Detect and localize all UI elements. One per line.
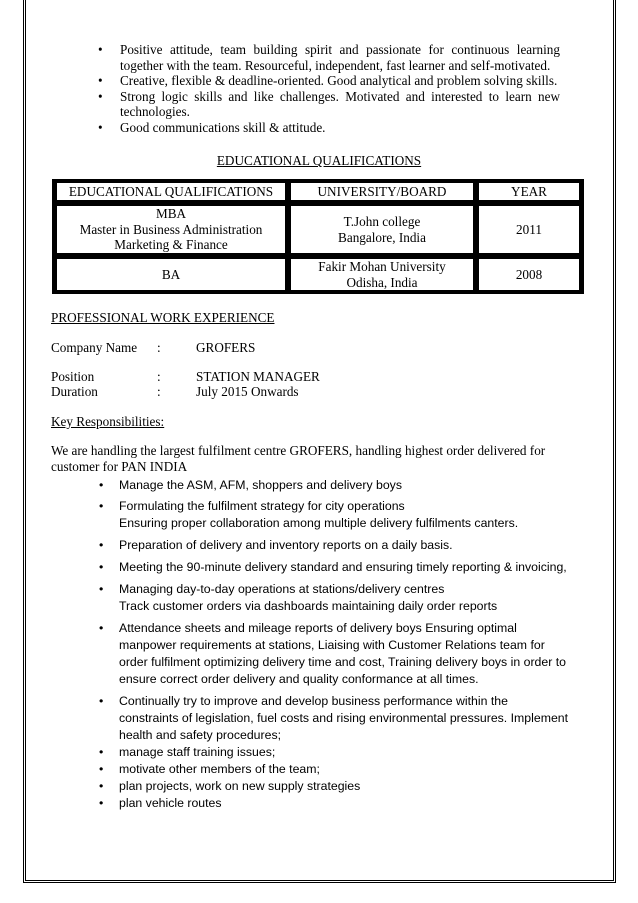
table-cell-university: T.John college Bangalore, India bbox=[290, 205, 474, 254]
field-label: Position bbox=[51, 369, 95, 384]
list-item: • Meeting the 90-minute delivery standard and ensuring timely reporting & invoicing, bbox=[99, 560, 567, 574]
experience-heading: PROFESSIONAL WORK EXPERIENCE bbox=[51, 310, 275, 325]
list-item: • Good communications skill & attitude. bbox=[98, 119, 326, 135]
list-item: • plan projects, work on new supply strategies bbox=[99, 779, 361, 793]
experience-intro: We are handling the largest fulfilment centre GROFERS, handling highest order delivered for customer for PAN INDIA bbox=[51, 443, 546, 474]
list-item: • Positive attitude, team building spirit and passionate for continuous learning together with the team. Resourceful, independent, fast learner and self-motivated. bbox=[98, 42, 560, 73]
list-item: • Manage the ASM, AFM, shoppers and delivery boys bbox=[99, 478, 402, 492]
table-cell-year: 2008 bbox=[478, 258, 580, 291]
education-table bbox=[52, 179, 584, 294]
list-item: • Managing day-to-day operations at stations/delivery centres Track customer orders via dashboards maintaining daily order reports bbox=[99, 582, 498, 613]
table-cell-qualification: MBA Master in Business Administration Marketing & Finance bbox=[56, 205, 286, 254]
table-cell-university: Fakir Mohan University Odisha, India bbox=[290, 258, 474, 291]
list-item: • Attendance sheets and mileage reports of delivery boys Ensuring optimal manpower requirements at stations, Liaising with Customer Relations team for order fulfilment optimizing delivery time and cost, Training delivery boys in order to ensure correct order delivery and quality conformance at all times. bbox=[99, 621, 566, 686]
table-header-qualification: EDUCATIONAL QUALIFICATIONS bbox=[56, 182, 286, 201]
table-cell-year: 2011 bbox=[478, 205, 580, 254]
list-item: • Preparation of delivery and inventory reports on a daily basis. bbox=[99, 538, 453, 552]
field-label: Duration bbox=[51, 384, 98, 399]
list-item: • plan vehicle routes bbox=[99, 796, 222, 810]
list-item: • Creative, flexible & deadline-oriented. Good analytical and problem solving skills. bbox=[98, 73, 558, 89]
list-item: • motivate other members of the team; bbox=[99, 762, 320, 776]
responsibilities-heading: Key Responsibilities: bbox=[51, 414, 165, 429]
strengths-list bbox=[98, 42, 560, 136]
field-separator: : bbox=[157, 369, 161, 384]
field-separator: : bbox=[157, 384, 161, 399]
responsibilities-list bbox=[99, 477, 569, 812]
field-value: July 2015 Onwards bbox=[196, 384, 299, 399]
field-label: Company Name bbox=[51, 340, 138, 355]
list-item: • Continually try to improve and develop business performance within the constraints of legislation, fuel costs and rising environmental pressures. Implement health and safety procedures; bbox=[99, 694, 569, 742]
table-cell-qualification: BA bbox=[56, 258, 286, 291]
list-item: • Strong logic skills and like challenges. Motivated and interested to learn new technologies. bbox=[98, 88, 560, 120]
field-separator: : bbox=[157, 340, 161, 355]
education-heading: EDUCATIONAL QUALIFICATIONS bbox=[216, 153, 422, 168]
list-item: • Formulating the fulfilment strategy for city operations Ensuring proper collaboration among multiple delivery fulfilments canters. bbox=[99, 499, 519, 530]
field-value: STATION MANAGER bbox=[196, 369, 320, 384]
table-header-university: UNIVERSITY/BOARD bbox=[290, 182, 474, 201]
field-value: GROFERS bbox=[196, 340, 256, 355]
table-header-year: YEAR bbox=[478, 182, 580, 201]
list-item: • manage staff training issues; bbox=[99, 745, 276, 759]
